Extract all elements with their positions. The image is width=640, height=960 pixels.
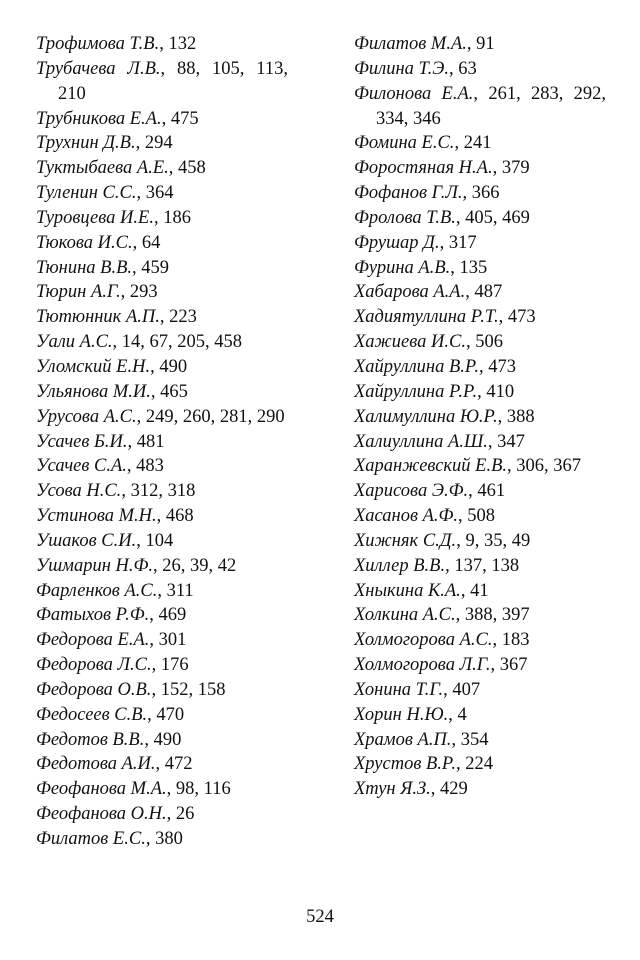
page-references: 183 — [501, 630, 530, 651]
index-entry: Хорин Н.Ю., 4 — [354, 704, 467, 725]
index-entry: Тюкова И.С., 64 — [36, 232, 161, 253]
index-entry: Филина Т.Э., 63 — [354, 58, 477, 79]
author-name: Ушмарин Н.Ф. — [36, 555, 154, 576]
page-references: 465 — [160, 381, 188, 402]
page-references: 26, 39, 42 — [162, 555, 237, 576]
page-references: 508 — [467, 506, 496, 527]
page-references: 388 — [506, 406, 535, 427]
page-references: 306, 367 — [516, 456, 582, 477]
page-references: 469 — [158, 605, 187, 626]
author-name: Туленин С.С. — [36, 183, 137, 204]
author-name: Хасанов А.Ф. — [354, 506, 459, 527]
author-name: Тюкова И.С. — [36, 232, 133, 253]
index-entry: Хайруллина В.Р., 473 — [354, 356, 516, 377]
author-name: Халимуллина Ю.Р. — [354, 406, 498, 427]
author-name: Фарленков А.С. — [36, 580, 158, 601]
page-references: 261, 283, 292, 334, 346 — [376, 83, 607, 129]
author-name: Храмов А.П. — [354, 729, 452, 750]
index-column-left — [36, 32, 288, 852]
index-entry: Филатов Е.С., 380 — [36, 829, 183, 849]
page-references: 481 — [136, 431, 165, 452]
index-entry: Федосеев С.В., 470 — [36, 704, 185, 725]
index-entry: Холмогорова Л.Г., 367 — [354, 655, 528, 676]
author-name: Фрушар Д. — [354, 232, 440, 253]
author-name: Хныкина К.А. — [354, 580, 461, 601]
page-references: 63 — [458, 58, 477, 79]
page-references: 249, 260, 281, 290 — [145, 406, 285, 427]
index-entry: Халимуллина Ю.Р., 388 — [354, 406, 535, 427]
index-entry: Тютюнник А.П., 223 — [36, 307, 197, 328]
author-name: Филонова Е.А. — [354, 83, 474, 104]
author-name: Туровцева И.Е. — [36, 207, 154, 228]
page-references: 88, 105, 113, 210 — [58, 58, 288, 104]
page-references: 176 — [160, 655, 189, 676]
author-name: Хорин Н.Ю. — [354, 704, 449, 725]
page-references: 429 — [440, 779, 468, 800]
page-references: 475 — [170, 108, 199, 129]
page-references: 473 — [507, 307, 536, 328]
page-references: 483 — [136, 456, 164, 477]
author-name: Трухнин Д.В. — [36, 133, 136, 154]
index-entry: Федорова Л.С., 176 — [36, 655, 189, 676]
index-entry: Ушаков С.И., 104 — [36, 530, 174, 551]
page-references: 98, 116 — [175, 779, 231, 800]
page-references: 26 — [175, 804, 195, 825]
author-name: Уали А.С. — [36, 332, 113, 353]
page-references: 380 — [155, 829, 183, 849]
page-references: 41 — [470, 580, 489, 601]
page-references: 241 — [463, 133, 492, 154]
index-entry: Фомина Е.С., 241 — [354, 133, 492, 154]
page-references: 294 — [144, 133, 173, 154]
page-references: 410 — [486, 381, 515, 402]
author-name: Трубникова Е.А. — [36, 108, 162, 129]
index-entry: Туровцева И.Е., 186 — [36, 207, 191, 228]
author-name: Федорова Л.С. — [36, 655, 152, 676]
page-references: 487 — [474, 282, 503, 303]
page-references: 186 — [163, 207, 191, 228]
author-name: Федорова О.В. — [36, 679, 152, 700]
page-references: 490 — [159, 356, 188, 377]
index-column-right — [354, 32, 606, 802]
author-name: Хажиева И.С. — [354, 332, 466, 353]
page-references: 506 — [475, 332, 503, 353]
index-entry: Халиуллина А.Ш., 347 — [354, 431, 525, 452]
page-references: 64 — [141, 232, 161, 253]
page-references: 366 — [471, 183, 500, 204]
author-name: Хонина Т.Г. — [354, 679, 444, 700]
page-references: 407 — [452, 679, 481, 700]
author-name: Трофимова Т.В. — [36, 34, 160, 54]
page-references: 4 — [457, 704, 467, 725]
page-references: 9, 35, 49 — [465, 530, 531, 551]
index-entry: Филатов М.А., 91 — [354, 34, 495, 54]
author-name: Холмогорова Л.Г. — [354, 655, 491, 676]
author-name: Усачев С.А. — [36, 456, 127, 477]
page-references: 473 — [488, 356, 516, 377]
author-name: Хрустов В.Р. — [354, 754, 456, 775]
index-entry: Федорова О.В., 152, 158 — [36, 679, 226, 700]
index-entry: Хажиева И.С., 506 — [354, 332, 503, 353]
author-name: Халиуллина А.Ш. — [354, 431, 488, 452]
page-references: 301 — [158, 630, 187, 651]
author-name: Холкина А.С. — [354, 605, 456, 626]
author-name: Усачев Б.И. — [36, 431, 128, 452]
author-name: Фофанов Г.Л. — [354, 183, 463, 204]
index-entry: Туленин С.С., 364 — [36, 183, 174, 204]
index-entry: Тюрин А.Г., 293 — [36, 282, 158, 303]
author-name: Федотова А.И. — [36, 754, 156, 775]
author-name: Харисова Э.Ф. — [354, 481, 469, 502]
page-references: 223 — [169, 307, 197, 328]
index-entry: Хиллер В.В., 137, 138 — [354, 555, 520, 576]
author-name: Филина Т.Э. — [354, 58, 449, 79]
index-entry: Хабарова А.А., 487 — [354, 282, 503, 303]
index-entry: Хасанов А.Ф., 508 — [354, 506, 496, 527]
author-name: Федотов В.В. — [36, 729, 145, 750]
author-name: Харанжевский Е.В. — [354, 456, 508, 477]
index-entry: Трухнин Д.В., 294 — [36, 133, 173, 154]
index-entry: Урусова А.С., 249, 260, 281, 290 — [36, 406, 285, 427]
author-name: Тютюнник А.П. — [36, 307, 160, 328]
page-references: 347 — [497, 431, 525, 452]
index-entry: Трубникова Е.А., 475 — [36, 108, 199, 129]
page-references: 468 — [165, 506, 194, 527]
author-name: Феофанова М.А. — [36, 779, 167, 800]
author-name: Федорова Е.А. — [36, 630, 150, 651]
author-name: Феофанова О.Н. — [36, 804, 167, 825]
page-references: 91 — [476, 34, 495, 54]
index-entry: Филонова Е.А., 261, 283, 292, 334, 346 — [354, 83, 607, 129]
page-references: 152, 158 — [160, 679, 226, 700]
index-entry: Ушмарин Н.Ф., 26, 39, 42 — [36, 555, 237, 576]
index-entry: Тюнина В.В., 459 — [36, 257, 169, 278]
page-references: 458 — [178, 158, 206, 179]
page-references: 132 — [168, 34, 197, 54]
index-entry: Храмов А.П., 354 — [354, 729, 489, 750]
author-name: Туктыбаева А.Е. — [36, 158, 169, 179]
index-entry: Туктыбаева А.Е., 458 — [36, 158, 206, 179]
index-entry: Усова Н.С., 312, 318 — [36, 481, 196, 502]
author-name: Федосеев С.В. — [36, 704, 148, 725]
author-name: Фомина Е.С. — [354, 133, 455, 154]
author-name: Хижняк С.Д. — [354, 530, 457, 551]
page-references: 311 — [166, 580, 194, 601]
index-entry: Холкина А.С., 388, 397 — [354, 605, 530, 626]
author-name: Филатов Е.С. — [36, 829, 146, 849]
author-name: Усова Н.С. — [36, 481, 122, 502]
author-name: Фролова Т.В. — [354, 207, 456, 228]
page-references: 470 — [156, 704, 185, 725]
index-entry: Фрушар Д., 317 — [354, 232, 477, 253]
author-name: Хайруллина Р.Р. — [354, 381, 478, 402]
index-entry: Харанжевский Е.В., 306, 367 — [354, 456, 582, 477]
page-references: 137, 138 — [454, 555, 520, 576]
author-name: Тюнина В.В. — [36, 257, 132, 278]
author-name: Трубачева Л.В. — [36, 58, 161, 79]
author-name: Ушаков С.И. — [36, 530, 137, 551]
author-name: Хтун Я.З. — [354, 779, 431, 800]
page-references: 293 — [129, 282, 158, 303]
author-name: Ульянова М.И. — [36, 381, 151, 402]
author-name: Фурина А.В. — [354, 257, 451, 278]
index-entry: Усачев С.А., 483 — [36, 456, 164, 477]
index-entry: Трубачева Л.В., 88, 105, 113, 210 — [36, 58, 288, 104]
author-name: Уломский Е.Н. — [36, 356, 151, 377]
author-name: Фатыхов Р.Ф. — [36, 605, 150, 626]
page-references: 388, 397 — [464, 605, 530, 626]
author-name: Филатов М.А. — [354, 34, 467, 54]
index-entry: Трофимова Т.В., 132 — [36, 34, 197, 54]
page-references: 364 — [145, 183, 174, 204]
page-references: 405, 469 — [465, 207, 530, 228]
page-references: 461 — [477, 481, 506, 502]
author-name: Хиллер В.В. — [354, 555, 446, 576]
page-references: 472 — [164, 754, 193, 775]
page-references: 367 — [499, 655, 528, 676]
index-entry: Хижняк С.Д., 9, 35, 49 — [354, 530, 531, 551]
page-references: 490 — [153, 729, 182, 750]
author-name: Хадиятуллина Р.Т. — [354, 307, 499, 328]
index-entry: Хадиятуллина Р.Т., 473 — [354, 307, 536, 328]
page-references: 459 — [141, 257, 169, 278]
author-name: Тюрин А.Г. — [36, 282, 121, 303]
index-entry: Фурина А.В., 135 — [354, 257, 488, 278]
index-entry: Уали А.С., 14, 67, 205, 458 — [36, 332, 243, 353]
author-name: Хабарова А.А. — [354, 282, 466, 303]
index-entry: Устинова М.Н., 468 — [36, 506, 194, 527]
index-entry: Усачев Б.И., 481 — [36, 431, 165, 452]
author-name: Устинова М.Н. — [36, 506, 157, 527]
index-entry: Федотов В.В., 490 — [36, 729, 182, 750]
index-entry: Харисова Э.Ф., 461 — [354, 481, 506, 502]
index-entry: Фарленков А.С., 311 — [36, 580, 194, 601]
page-references: 312, 318 — [130, 481, 196, 502]
page-references: 354 — [460, 729, 489, 750]
index-entry: Фофанов Г.Л., 366 — [354, 183, 500, 204]
index-entry: Хайруллина Р.Р., 410 — [354, 381, 515, 402]
index-entry: Хныкина К.А., 41 — [354, 580, 489, 601]
index-entry: Феофанова О.Н., 26 — [36, 804, 195, 825]
index-entry: Фатыхов Р.Ф., 469 — [36, 605, 187, 626]
page-references: 104 — [145, 530, 174, 551]
author-name: Хайруллина В.Р. — [354, 356, 479, 377]
index-entry: Ульянова М.И., 465 — [36, 381, 188, 402]
index-entry: Хонина Т.Г., 407 — [354, 679, 481, 700]
author-name: Холмогорова А.С. — [354, 630, 493, 651]
page-references: 379 — [501, 158, 530, 179]
index-entry: Уломский Е.Н., 490 — [36, 356, 188, 377]
index-entry: Хрустов В.Р., 224 — [354, 754, 493, 775]
index-entry: Федотова А.И., 472 — [36, 754, 193, 775]
page-number: 524 — [306, 907, 334, 927]
page-references: 135 — [459, 257, 488, 278]
index-entry: Хтун Я.З., 429 — [354, 779, 468, 800]
author-name: Урусова А.С. — [36, 406, 137, 427]
author-name: Форостяная Н.А. — [354, 158, 493, 179]
index-entry: Фролова Т.В., 405, 469 — [354, 207, 530, 228]
page-references: 317 — [448, 232, 477, 253]
index-entry: Федорова Е.А., 301 — [36, 630, 187, 651]
index-entry: Феофанова М.А., 98, 116 — [36, 779, 231, 800]
page-references: 224 — [465, 754, 493, 775]
index-entry: Форостяная Н.А., 379 — [354, 158, 530, 179]
index-entry: Холмогорова А.С., 183 — [354, 630, 530, 651]
page-references: 14, 67, 205, 458 — [121, 332, 243, 353]
